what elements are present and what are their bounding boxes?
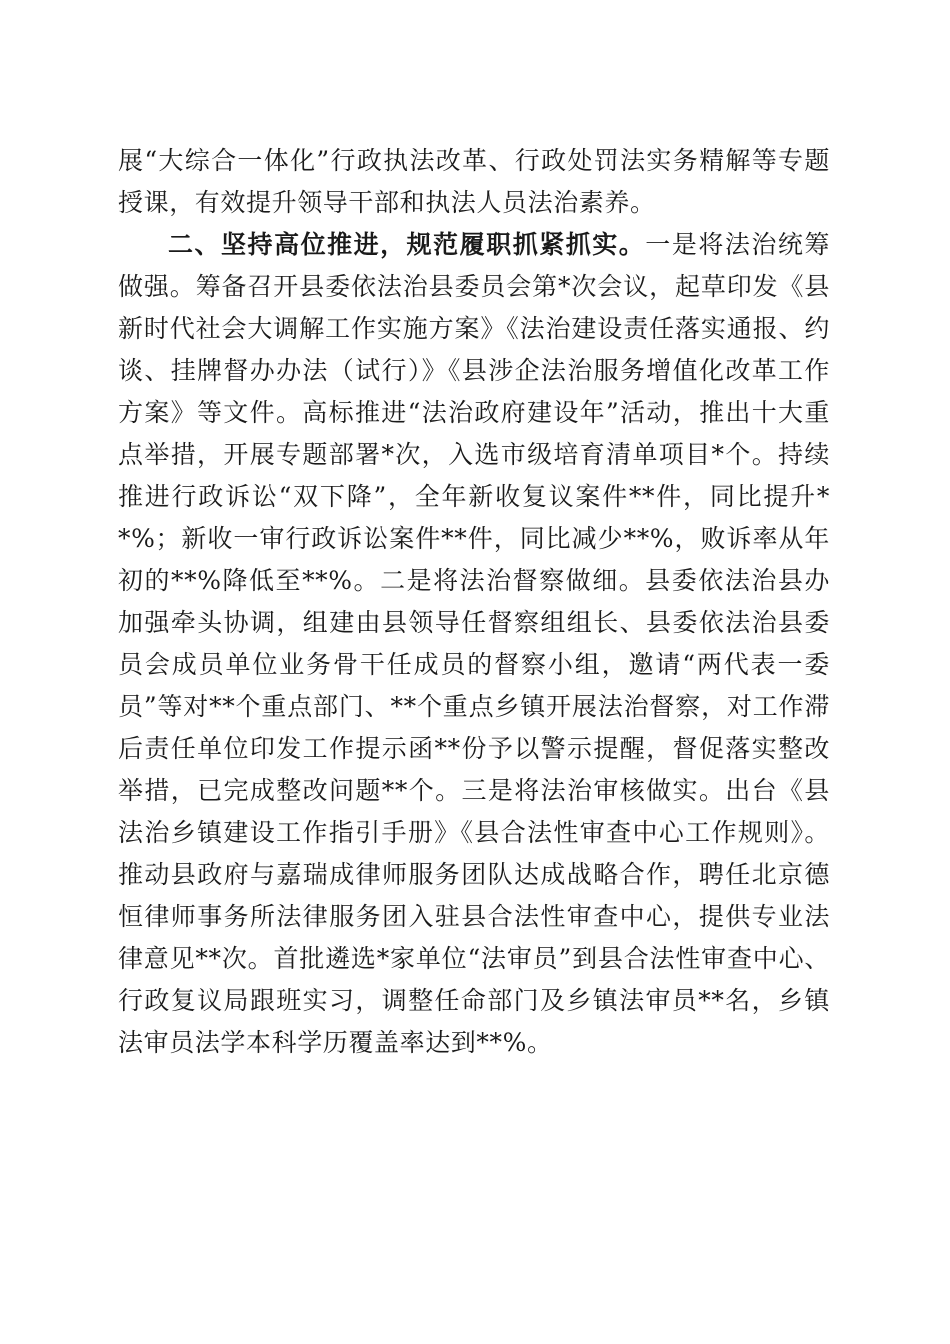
paragraph-text: 一是将法治统筹做强。筹备召开县委依法治县委员会第*次会议，起草印发《县新时代社会大调解工作实施方案》《法治建设责任落实通报、约谈、挂牌督办办法（试行）》《县涉企法治服务增值化改革工作方案》等文件。高标推进“法治政府建设年”活动，推出十大重点举措，开展专题部署*次，入选市级培育清单项目*个。持续推进行政诉讼“双下降”，全年新收复议案件**件，同比提升**%；新收一审行政诉讼案件**件，同比减少**%，败诉率从年初的**%降低至**%。二是将法治督察做细。县委依法治县办加强牵头协调，组建由县领导任督察组组长、县委依法治县委员会成员单位业务骨干任成员的督察小组，邀请“两代表一委员”等对**个重点部门、**个重点乡镇开展法治督察，对工作滞后责任单位印发工作提示函**份予以警示提醒，督促落实整改举措，已完成整改问题**个。三是将法治审核做实。出台《县法治乡镇建设工作指引手册》《县合法性审查中心工作规则》。推动县政府与嘉瑞成律师服务团队达成战略合作，聘任北京德恒律师事务所法律服务团入驻县合法性审查中心，提供专业法律意见**次。首批遴选*家单位“法审员”到县合法性审查中心、行政复议局跟班实习，调整任命部门及乡镇法审员**名，乡镇法审员法学本科学历覆盖率达到**%。 [118, 230, 830, 1057]
paragraph-text: 展“大综合一体化”行政执法改革、行政处罚法实务精解等专题授课，有效提升领导干部和执法人员法治素养。 [118, 146, 830, 217]
paragraph-section-two [118, 224, 830, 1064]
section-heading: 二、坚持高位推进，规范履职抓紧抓实。 [168, 230, 646, 259]
document-body [118, 140, 830, 1064]
paragraph-continuation [118, 140, 830, 224]
